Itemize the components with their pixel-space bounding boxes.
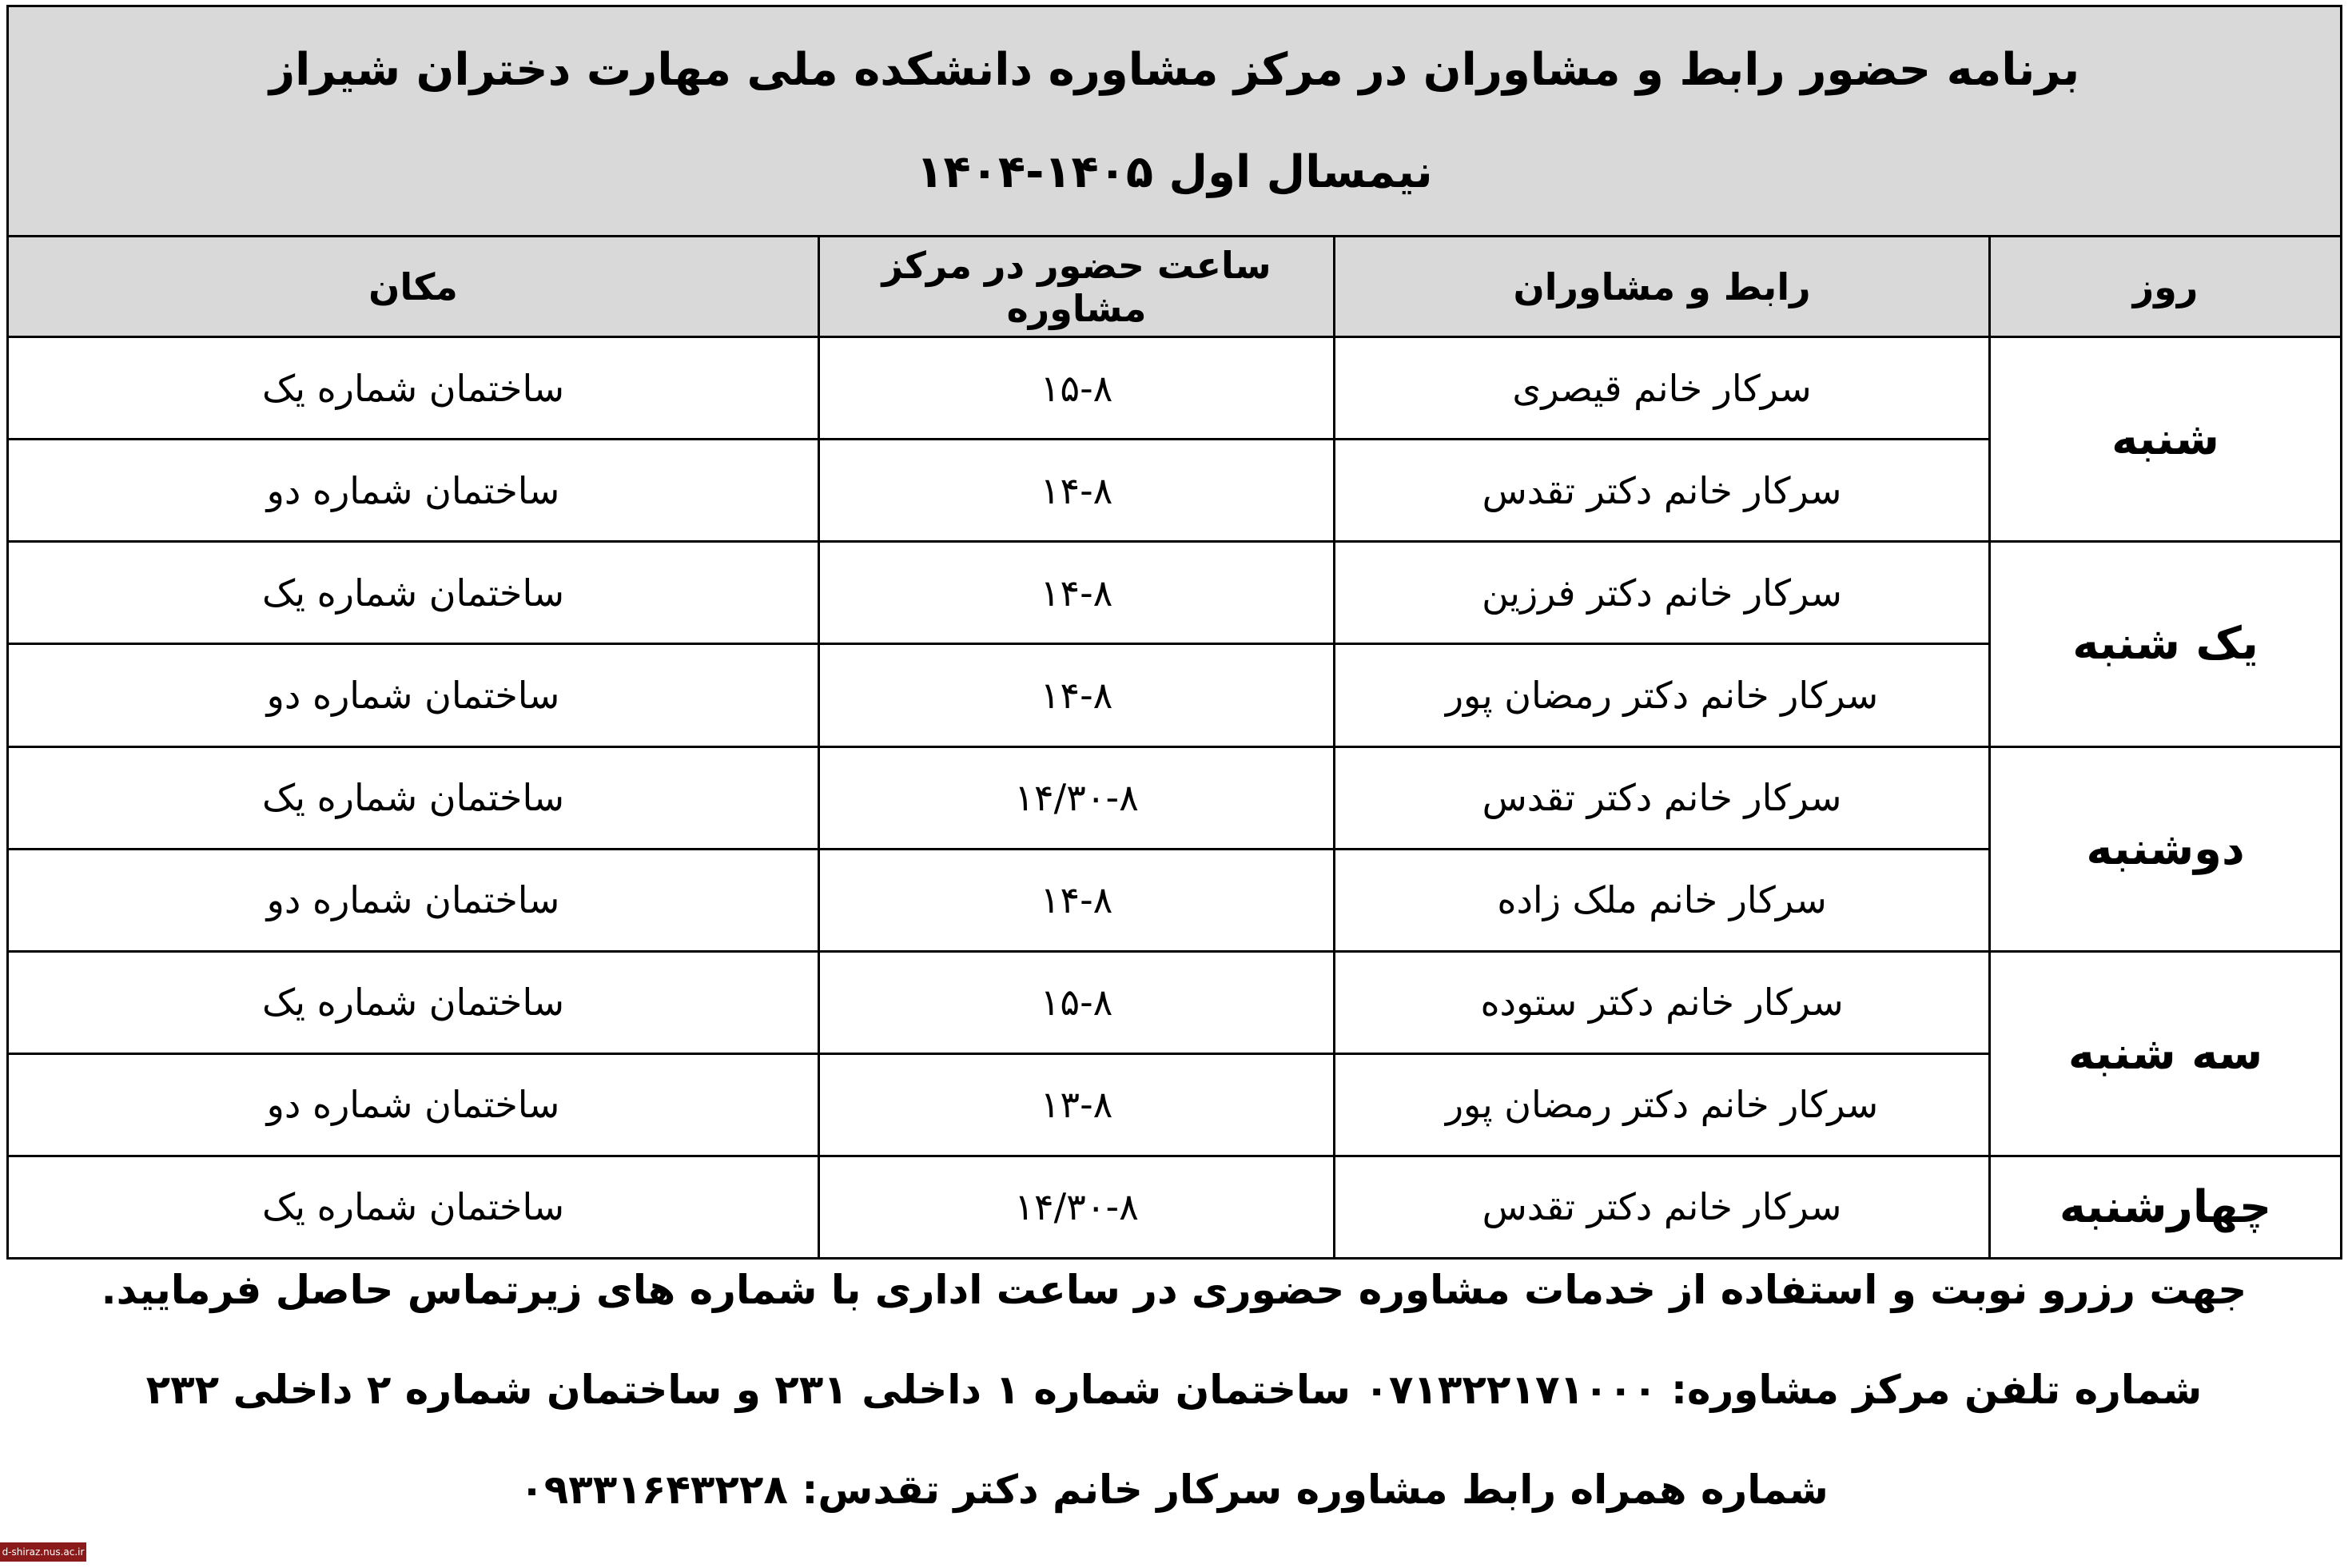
table-row (8, 951, 2342, 1053)
hours-cell: ۱۴/۳۰-۸ (819, 746, 1335, 849)
place-cell: ساختمان شماره دو (8, 1053, 819, 1156)
place-cell: ساختمان شماره یک (8, 337, 819, 440)
center-phone-line: شماره تلفن مرکز مشاوره: ۰۷۱۳۲۲۱۷۱۰۰۰ ساختمان شماره ۱ داخلی ۲۳۱ و ساختمان شماره ۲ داخلی ۲۳۲ (145, 1367, 2203, 1413)
hours-cell: ۱۳-۸ (819, 1053, 1335, 1156)
reservation-note: جهت رزرو نوبت و استفاده از خدمات مشاوره حضوری در ساعت اداری با شماره های زیرتماس حاصل فرمایید. (101, 1267, 2247, 1313)
hours-cell: ۱۴/۳۰-۸ (819, 1156, 1335, 1258)
place-cell: ساختمان شماره دو (8, 849, 819, 951)
hours-cell: ۱۴-۸ (819, 644, 1335, 746)
advisor-cell: سرکار خانم دکتر رمضان پور (1335, 1053, 1990, 1156)
place-cell: ساختمان شماره یک (8, 746, 819, 849)
title-line-2: نیمسال اول ۱۴۰۵-۱۴۰۴ (916, 145, 1433, 198)
advisor-cell: سرکار خانم دکتر تقدس (1335, 1156, 1990, 1258)
day-cell: یک شنبه (1990, 542, 2342, 746)
advisor-cell: سرکار خانم ملک زاده (1335, 849, 1990, 951)
hours-cell: ۱۴-۸ (819, 849, 1335, 951)
advisor-cell: سرکار خانم دکتر رمضان پور (1335, 644, 1990, 746)
table-title (8, 6, 2342, 237)
advisor-cell: سرکار خانم دکتر فرزین (1335, 542, 1990, 644)
title-line-1: برنامه حضور رابط و مشاوران در مرکز مشاوره دانشکده ملی مهارت دختران شیراز (269, 43, 2080, 96)
day-cell: دوشنبه (1990, 746, 2342, 951)
place-cell: ساختمان شماره دو (8, 644, 819, 746)
column-header-hours: ساعت حضور در مرکز مشاوره (819, 237, 1335, 337)
title-row (8, 6, 2342, 237)
site-logo-badge: d-shiraz.nus.ac.ir (0, 1542, 86, 1562)
table-row (8, 542, 2342, 644)
place-cell: ساختمان شماره یک (8, 951, 819, 1053)
table-row (8, 1156, 2342, 1258)
column-header-advisor: رابط و مشاوران (1335, 237, 1990, 337)
advisor-cell: سرکار خانم قیصری (1335, 337, 1990, 440)
day-cell: سه شنبه (1990, 951, 2342, 1156)
advisor-cell: سرکار خانم دکتر تقدس (1335, 746, 1990, 849)
mobile-phone-line: شماره همراه رابط مشاوره سرکار خانم دکتر تقدس: ۰۹۳۳۱۶۴۳۲۲۸ (519, 1467, 1829, 1513)
hours-cell: ۱۴-۸ (819, 542, 1335, 644)
hours-cell: ۱۵-۸ (819, 951, 1335, 1053)
column-header-place: مکان (8, 237, 819, 337)
column-header-day: روز (1990, 237, 2342, 337)
hours-cell: ۱۴-۸ (819, 440, 1335, 542)
place-cell: ساختمان شماره یک (8, 1156, 819, 1258)
place-cell: ساختمان شماره یک (8, 542, 819, 644)
day-cell: چهارشنبه (1990, 1156, 2342, 1258)
advisor-cell: سرکار خانم دکتر ستوده (1335, 951, 1990, 1053)
place-cell: ساختمان شماره دو (8, 440, 819, 542)
day-cell: شنبه (1990, 337, 2342, 542)
table-row (8, 337, 2342, 440)
table-row (8, 746, 2342, 849)
advisor-cell: سرکار خانم دکتر تقدس (1335, 440, 1990, 542)
column-header-row (8, 237, 2342, 337)
counseling-schedule-table (6, 5, 2342, 1260)
hours-cell: ۱۵-۸ (819, 337, 1335, 440)
